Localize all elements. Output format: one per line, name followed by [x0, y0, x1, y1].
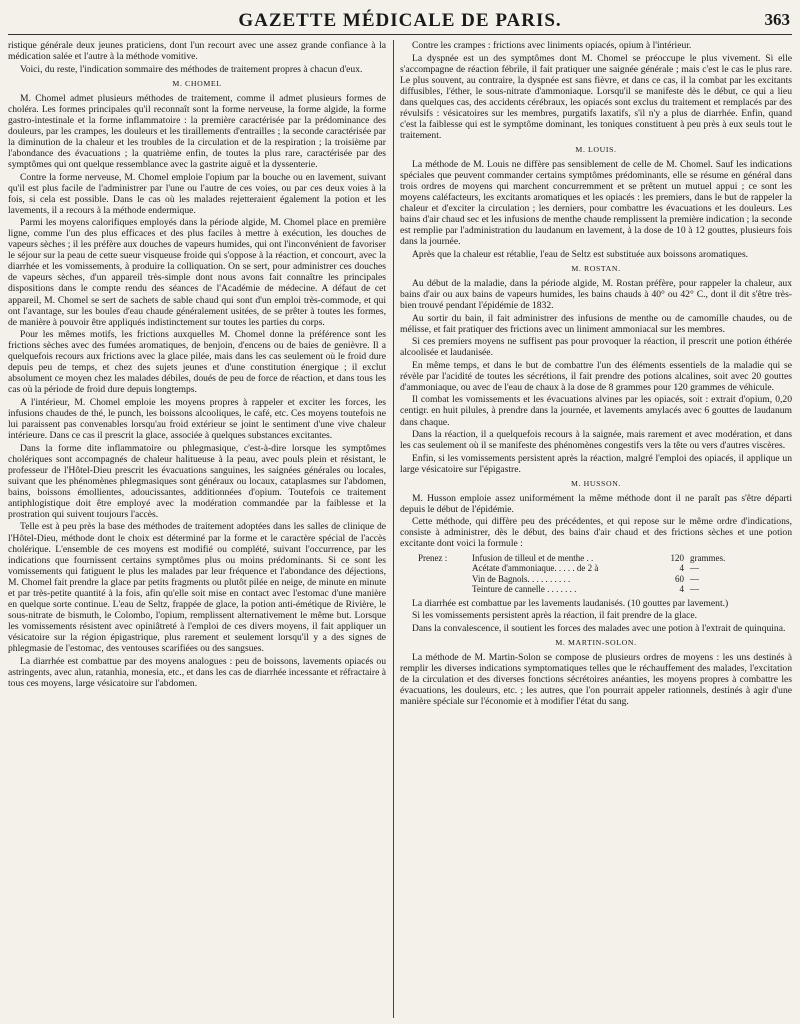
section-heading-louis: M. LOUIS.	[575, 144, 617, 154]
paragraph: M. Husson emploie assez uniformément la même méthode dont il ne paraît pas s'être départi depuis le début de l'épidémie.	[400, 492, 792, 515]
formula-unit: —	[690, 573, 699, 584]
paragraph: A l'intérieur, M. Chomel emploie les moyens propres à rappeler et exciter les forces, les infusions chaudes de thé, le punch, les boissons alcooliques, le café, etc. Ces moyens toutefois ne lui paraissent pas convenables lorsqu'au froid extérieur se joint le sentiment d'une vive chaleur intérieure. Dans ce cas il prescrit la glace, associée à quelques substances excitantes.	[8, 396, 386, 442]
left-column	[8, 40, 386, 1018]
formula-ingredient: Teinture de cannelle . . . . . . .	[472, 584, 577, 595]
formula-row	[418, 584, 792, 595]
paragraph: M. Chomel admet plusieurs méthodes de traitement, comme il admet plusieurs formes de choléra. Les formes principales qu'il reconnaît sont la forme nerveuse, la forme algide, la forme gastro-intestinale et la forme inflammatoire : la première caractérisée par la prédominance des douleurs, par les crampes, les douleurs et les tiraillements d'entrailles ; la seconde caractérisée par la diminution de la chaleur et les troubles de la circulation et de la respiration ; la troisième par l'abondance des évacuations ; la quatrième enfin, de toutes la plus rare, caractérisée par des symptômes qui ont quelque ressemblance avec la gastrite aiguë et la dyssenterie.	[8, 92, 386, 170]
paragraph: Contre la forme nerveuse, M. Chomel emploie l'opium par la bouche ou en lavement, suivant qu'il est plus facile de l'administrer par l'une ou l'autre de ces voies, ou par ces deux voies à la fois, si cela est possible. Dans le cas où les malades rejetteraient également la potion et les lavements, il a recours à la méthode endermique.	[8, 171, 386, 216]
paragraph: La méthode de M. Louis ne diffère pas sensiblement de celle de M. Chomel. Sauf les indications spéciales que peuvent commander certains symptômes prédominants, elle se résume en général dans trois ordres de moyens qui marchent concurremment et se prêtent un mutuel appui ; ce sont les moyens caléfacteurs, les excitants aromatiques et les opiacés : les premiers, dans le but de rappeler la chaleur et d'exciter la circulation ; les derniers, pour combattre les évacuations et les douleurs. Les bains d'air chaud sec et les infusions de menthe chaude remplissent la première indication ; la seconde est remplie par l'administration du laudanum en lavement, à la dose de 10 à 12 gouttes, plusieurs fois dans la journée.	[400, 158, 792, 248]
right-column	[400, 40, 792, 1018]
formula-quantity: 60	[675, 573, 684, 584]
formula-quantity: 4	[679, 563, 684, 574]
paragraph: Voici, du reste, l'indication sommaire des méthodes de traitement propres à chacun d'eux.	[20, 63, 363, 75]
section-heading-husson: M. HUSSON.	[571, 478, 621, 488]
paragraph: Parmi les moyens calorifiques employés dans la période algide, M. Chomel place en première ligne, comme l'un des plus efficaces et des plus faciles à mettre à exécution, les douches de vapeurs sèches ; il les préfère aux douches de vapeurs humides, qui ont l'inconvénient de favoriser le séjour sur la peau de cette sueur visqueuse froide qui s'oppose à la réaction, et concourt, avec la diarrhée et les vomissements, à produire la colliquation. On se sert, pour administrer ces douches de vapeurs sèches, d'un appareil très-simple dont nous avons fait connaître les principales dispositions dans le compte rendu des séances de l'Académie de médecine. A défaut de cet appareil, M. Chomel se sert de sachets de sable chaud qui sont d'un emploi très-commode, et qui ont l'avantage, sur les boules d'eau chaude généralement usitées, de se prêter à toutes les formes, de manière à pouvoir être appliqués indistinctement sur toutes les parties du corps.	[8, 217, 386, 328]
prescription-formula	[418, 553, 792, 595]
paragraph: Dans la forme dite inflammatoire ou phlegmasique, c'est-à-dire lorsque les symptômes cholériques sont accompagnés de chaleur halitueuse à la peau, avec pouls plein et résistant, le professeur de l'Hôtel-Dieu prescrit les évacuations sanguines, les saignées générales ou locales, suivant que les phénomènes phlegmasiques sont généraux ou locaux, cataplasmes sur l'abdomen, bains, boissons émollientes, adoucissantes, additionnées d'opium. Toutefois ce traitement antiphlogistique doit être employé avec la modération commandée par la faiblesse et la prostration qui suivent toujours l'accès.	[8, 442, 386, 520]
paragraph: Dans la réaction, il a quelquefois recours à la saignée, mais rarement et avec modération, et dans les cas seulement où il se manifeste des phénomènes congestifs vers la tête ou vers d'autres viscères.	[400, 429, 792, 452]
paragraph: Au sortir du bain, il fait administrer des infusions de menthe ou de camomille chaudes, ou de mélisse, et fait pratiquer des frictions avec un liniment ammoniacal sur les membres.	[400, 312, 792, 335]
paragraph: Cette méthode, qui diffère peu des précédentes, et qui repose sur le même ordre d'indications, consiste à administrer, dès le début, des bains d'air chaud et des frictions sèches et une potion excitante dont voici la formule :	[400, 516, 792, 550]
formula-ingredient: Vin de Bagnols. . . . . . . . . .	[472, 573, 571, 584]
paragraph: Il combat les vomissements et les évacuations alvines par les opiacés, soit : extrait d'opium, 0,20 centigr. en huit pilules, à prendre dans la journée, et lavements amylacés avec 6 gouttes de laudanum dans chaque.	[400, 394, 792, 428]
paragraph: Contre les crampes : frictions avec liniments opiacés, opium à l'intérieur.	[412, 40, 692, 51]
paragraph: En même temps, et dans le but de combattre l'un des éléments essentiels de la maladie qui se révèle par l'acidité de toutes les sécrétions, il fait prendre des potions alcalines, soit avec 20 gouttes d'ammoniaque, ou avec de l'eau de chaux à la dose de 8 grammes pour 120 grammes de véhicule.	[400, 359, 792, 393]
page-header	[8, 4, 792, 35]
paragraph: Telle est à peu près la base des méthodes de traitement adoptées dans les salles de clinique de l'Hôtel-Dieu, méthode dont le choix est déterminé par la forme et le caractère spécial de l'accès cholérique. L'ensemble de ces moyens est modifié ou complété, suivant l'occurrence, par les indications que fournissent certains symptômes plus ou moins prédominants. Si ce sont les vomissements qui fatiguent le plus les malades par leur fréquence et l'abondance des déjections, M. Chomel fait prendre la glace par petits fragments ou plutôt pilée en neige, de minute en minute et par très-petite quantité à la fois, afin qu'elle soit mise en contact avec l'estomac d'une manière en quelque sorte continue. L'eau de Seltz, frappée de glace, la potion anti-émétique de Rivière, le sous-nitrate de bismuth, le Colombo, l'opium, remplissent alternativement le même but. Lorsque les vomissements résistent avec opiniâtreté à l'emploi de ces divers moyens, il fait appliquer un vésicatoire sur la région épigastrique, plus rarement et seulement lorsqu'il y a des signes de phlegmasie de l'estomac, des ventouses scarifiées ou des sangsues.	[8, 521, 386, 654]
formula-row	[418, 563, 792, 574]
paragraph: Dans la convalescence, il soutient les forces des malades avec une potion à l'extrait de quinquina.	[412, 622, 786, 634]
formula-quantity: 4	[679, 584, 684, 595]
formula-unit: —	[690, 563, 699, 574]
formula-label: Prenez :	[418, 552, 448, 563]
formula-ingredient: Infusion de tilleul et de menthe . .	[472, 552, 594, 563]
paragraph: Si les vomissements persistent après la réaction, il fait prendre de la glace.	[412, 610, 698, 622]
formula-label	[418, 584, 472, 595]
paragraph: Si ces premiers moyens ne suffisent pas pour provoquer la réaction, il prescrit une potion éthérée alcoolisée et laudanisée.	[400, 336, 792, 359]
column-divider	[393, 40, 394, 1018]
page-number: 363	[764, 10, 790, 29]
paragraph: ristique générale deux jeunes praticiens, dont l'un recourt avec une assez grande confiance à la médication salée et l'autre à la méthode vomitive.	[8, 40, 386, 63]
section-heading-martin-solon: M. MARTIN-SOLON.	[555, 637, 637, 647]
formula-ingredient: Acétate d'ammoniaque. . . . . de 2 à	[472, 563, 599, 574]
formula-label	[418, 574, 472, 585]
section-heading-chomel: M. CHOMEL	[172, 78, 222, 88]
formula-row	[418, 574, 792, 585]
formula-label	[418, 563, 472, 574]
paragraph: La diarrhée est combattue par des moyens analogues : peu de boissons, lavements opiacés ou astringents, avec alun, ratanhia, monesia, etc., et dans les cas de diarrhée incessante et réfractaire à tous ces moyens, large vésicatoire sur l'abdomen.	[8, 655, 386, 689]
journal-title: GAZETTE MÉDICALE DE PARIS.	[238, 10, 562, 31]
paragraph: La méthode de M. Martin-Solon se compose de plusieurs ordres de moyens : les uns destinés à remplir les diverses indications symptomatiques telles que le réchauffement des malades, l'excitation de la circulation et des diverses fonctions sécrétoires anéanties, les moyens propres à combattre les évacuations, les douleurs, etc. ; les autres, que l'on pourrait appeler rationnels, destinés à agir d'une manière spéciale sur l'économie et à modifier l'état du sang.	[400, 651, 792, 707]
formula-unit: grammes.	[690, 552, 726, 563]
paragraph: La dyspnée est un des symptômes dont M. Chomel se préoccupe le plus vivement. Si elle s'accompagne de réaction fébrile, il fait pratiquer une saignée générale ; mais c'est le cas le plus rare. Le plus souvent, au contraire, la dyspnée est sans fièvre, et dans ce cas, il la combat par les excitants diffusibles, l'éther, le sous-nitrate d'ammoniaque. Lorsqu'il se manifeste dès le début, ce qui a lieu dans quelques cas, des accidents cérébraux, les opiacés sont exclus du traitement et remplacés par des révulsifs : vésicatoires sur les membres, purgatifs laxatifs, s'il n'y a plus de diarrhée. Enfin, quand c'est la faiblesse qui est le symptôme dominant, les toniques constituent à peu près à eux seuls tout le traitement.	[400, 52, 792, 141]
paragraph: La diarrhée est combattue par les lavements laudanisés. (10 gouttes par lavement.)	[412, 597, 729, 609]
section-heading-rostan: M. ROSTAN.	[571, 263, 621, 273]
formula-row	[418, 553, 792, 564]
paragraph: Pour les mêmes motifs, les frictions auxquelles M. Chomel donne la préférence sont les frictions sèches avec des fumées aromatiques, de benjoin, d'encens ou de baies de genièvre. Il a quelquefois recours aux frictions avec la glace pilée, mais dans les cas seulement où le froid dure depuis peu de temps, et chez des sujets jeunes et d'une constitution énergique ; il exclut absolument ce moyen chez les malades débiles, doués de peu de force de réaction, et dans tous les cas où la période de froid dure depuis longtemps.	[8, 329, 386, 396]
paragraph: Enfin, si les vomissements persistent après la réaction, malgré l'emploi des opiacés, il applique un large vésicatoire sur l'épigastre.	[400, 452, 792, 475]
paragraph: Au début de la maladie, dans la période algide, M. Rostan préfère, pour rappeler la chaleur, aux bains d'air ou aux bains de vapeurs humides, les bains chauds à 40° ou 42° C., dont il dit s'être très-bien trouvé pendant l'épidémie de 1832.	[400, 277, 792, 312]
paragraph: Après que la chaleur est rétablie, l'eau de Seltz est substituée aux boissons aromatiques.	[412, 248, 749, 260]
formula-quantity: 120	[670, 552, 684, 563]
formula-unit: —	[690, 584, 699, 595]
